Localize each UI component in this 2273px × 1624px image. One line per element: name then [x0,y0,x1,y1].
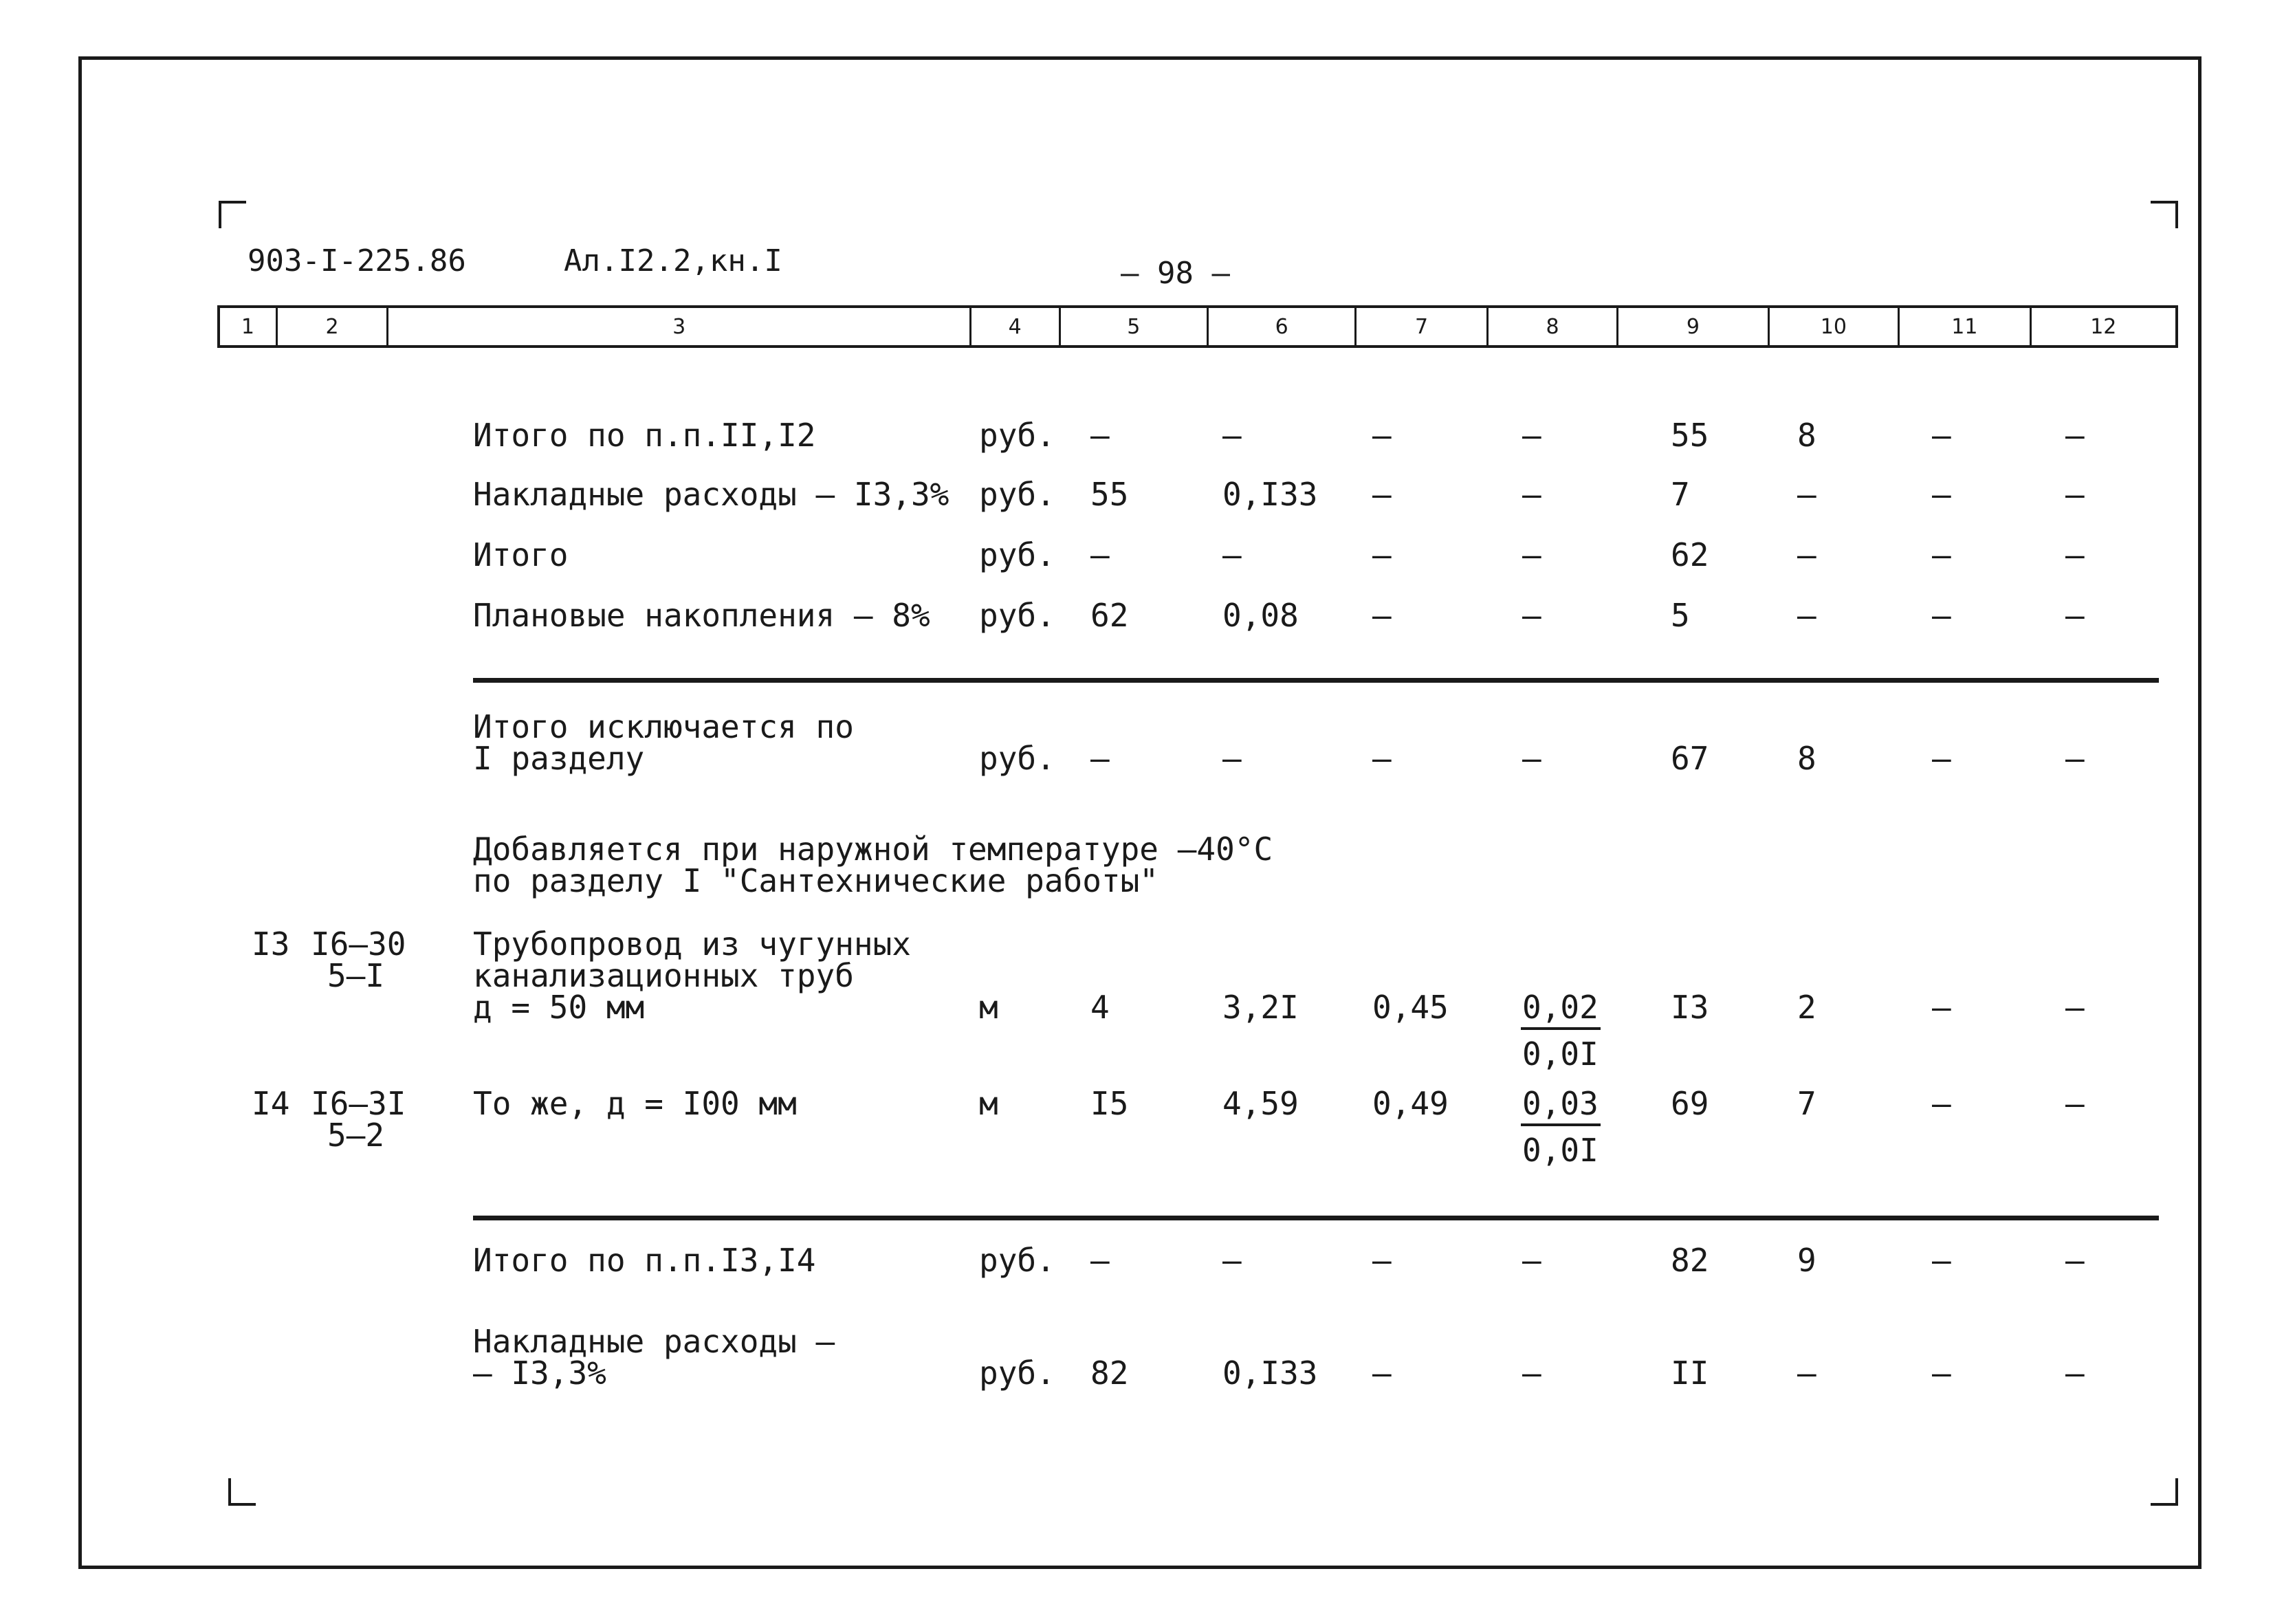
unit-price-cell: 0,I33 [1222,1354,1318,1392]
wage-cell: – [1372,740,1392,777]
machine-cost-cell: – [1522,1242,1541,1279]
column-11-cell: – [1932,989,1951,1026]
wage-cell: – [1372,597,1392,634]
total-cost-cell: 7 [1671,476,1690,513]
total-cost-cell: 62 [1671,536,1709,573]
unit-cell: м [979,989,998,1026]
machine-cost-cell: – [1522,536,1541,573]
item-name: То же, д = I00 мм [473,1085,797,1122]
item-name: Добавляется при наружной температуре –40°С по разделу I "Сантехнические работы" [473,831,1273,899]
total-wage-cell: 8 [1797,417,1816,454]
column-number-1: 1 [220,308,278,345]
quantity-cell: 55 [1090,476,1129,513]
unit-cell: руб. [979,597,1055,634]
column-number-6: 6 [1209,308,1357,345]
total-wage-cell: – [1797,536,1816,573]
total-cost-cell: 69 [1671,1085,1709,1122]
column-number-9: 9 [1618,308,1769,345]
item-name: Итого исключается по I разделу [473,708,854,777]
total-cost-cell: II [1671,1354,1709,1392]
unit-price-cell: 0,I33 [1222,476,1318,513]
unit-price-cell: 3,2I [1222,989,1299,1026]
total-wage-cell: 7 [1797,1085,1816,1122]
sheet-reference: Ал.I2.2,кн.I [564,243,782,278]
machine-wage-cell: 0,0I [1522,1132,1599,1169]
column-11-cell: – [1932,536,1951,573]
column-number-10: 10 [1770,308,1900,345]
rate-code-suffix: 5–I [327,957,385,994]
column-11-cell: – [1932,1242,1951,1279]
unit-cell: руб. [979,417,1055,454]
column-12-cell: – [2065,1242,2085,1279]
total-wage-cell: – [1797,1354,1816,1392]
row-number: I3 [252,925,290,963]
wage-cell: – [1372,476,1392,513]
column-11-cell: – [1932,740,1951,777]
quantity-cell: 62 [1090,597,1129,634]
item-name: Итого по п.п.I3,I4 [473,1242,816,1279]
wage-cell: – [1372,1242,1392,1279]
item-name: Итого по п.п.II,I2 [473,417,816,454]
item-name: Накладные расходы – I3,3% [473,476,949,513]
wage-cell: – [1372,1354,1392,1392]
rate-code-suffix: 5–2 [327,1117,385,1154]
total-wage-cell: – [1797,597,1816,634]
unit-cell: руб. [979,740,1055,777]
machine-cost-cell: – [1522,1354,1541,1392]
total-wage-cell: 8 [1797,740,1816,777]
corner-mark-top-right [2151,201,2178,228]
row-number: I4 [252,1085,290,1122]
quantity-cell: – [1090,417,1110,454]
column-12-cell: – [2065,1354,2085,1392]
unit-price-cell: – [1222,536,1242,573]
column-number-5: 5 [1061,308,1209,345]
column-12-cell: – [2065,597,2085,634]
rate-code: I6–3I [311,1085,406,1122]
column-number-11: 11 [1900,308,2031,345]
quantity-cell: I5 [1090,1085,1129,1122]
total-cost-cell: 67 [1671,740,1709,777]
machine-cost-cell: 0,02 [1522,989,1599,1026]
page-number: — 98 — [1121,256,1230,291]
item-name: Трубопровод из чугунных канализационных труб д = 50 мм [473,925,911,1026]
machine-cost-cell: – [1522,417,1541,454]
column-number-3: 3 [388,308,971,345]
unit-cell: м [979,1085,998,1122]
column-11-cell: – [1932,597,1951,634]
column-number-12: 12 [2090,314,2117,339]
section-separator [473,678,2159,683]
quantity-cell: 4 [1090,989,1110,1026]
item-name: Итого [473,536,569,573]
quantity-cell: – [1090,740,1110,777]
column-number-4: 4 [971,308,1061,345]
machine-cost-cell: 0,03 [1522,1085,1599,1122]
unit-cell: руб. [979,536,1055,573]
total-cost-cell: 55 [1671,417,1709,454]
wage-cell: – [1372,536,1392,573]
wage-cell: – [1372,417,1392,454]
column-number-7: 7 [1357,308,1488,345]
column-11-cell: – [1932,417,1951,454]
unit-price-cell: – [1222,417,1242,454]
unit-price-cell: 4,59 [1222,1085,1299,1122]
column-12-cell: – [2065,740,2085,777]
unit-cell: руб. [979,1242,1055,1279]
total-wage-cell: 2 [1797,989,1816,1026]
total-wage-cell: 9 [1797,1242,1816,1279]
corner-mark-bottom-right [2151,1478,2178,1506]
document-code: 903-I-225.86 [248,243,466,278]
rate-code: I6–30 [311,925,406,963]
unit-price-cell: – [1222,740,1242,777]
fraction-line [1521,1027,1601,1030]
unit-cell: руб. [979,1354,1055,1392]
wage-cell: 0,45 [1372,989,1449,1026]
fraction-line [1521,1123,1601,1126]
column-number-strip [217,305,2178,348]
total-wage-cell: – [1797,476,1816,513]
quantity-cell: – [1090,536,1110,573]
corner-mark-bottom-left [228,1478,256,1506]
item-name: Накладные расходы – – I3,3% [473,1323,835,1392]
machine-cost-cell: – [1522,476,1541,513]
column-12-cell: – [2065,536,2085,573]
machine-wage-cell: 0,0I [1522,1035,1599,1073]
column-12-cell: – [2065,1085,2085,1122]
machine-cost-cell: – [1522,597,1541,634]
unit-price-cell: 0,08 [1222,597,1299,634]
wage-cell: 0,49 [1372,1085,1449,1122]
quantity-cell: – [1090,1242,1110,1279]
item-name: Плановые накопления – 8% [473,597,930,634]
total-cost-cell: 82 [1671,1242,1709,1279]
column-number-8: 8 [1489,308,1618,345]
column-11-cell: – [1932,1085,1951,1122]
total-cost-cell: I3 [1671,989,1709,1026]
column-12-cell: – [2065,417,2085,454]
section-separator [473,1216,2159,1220]
unit-price-cell: – [1222,1242,1242,1279]
corner-mark-top-left [219,201,246,228]
quantity-cell: 82 [1090,1354,1129,1392]
unit-cell: руб. [979,476,1055,513]
column-12-cell: – [2065,476,2085,513]
total-cost-cell: 5 [1671,597,1690,634]
column-11-cell: – [1932,476,1951,513]
column-11-cell: – [1932,1354,1951,1392]
column-12-cell: – [2065,989,2085,1026]
machine-cost-cell: – [1522,740,1541,777]
column-number-2: 2 [278,308,389,345]
